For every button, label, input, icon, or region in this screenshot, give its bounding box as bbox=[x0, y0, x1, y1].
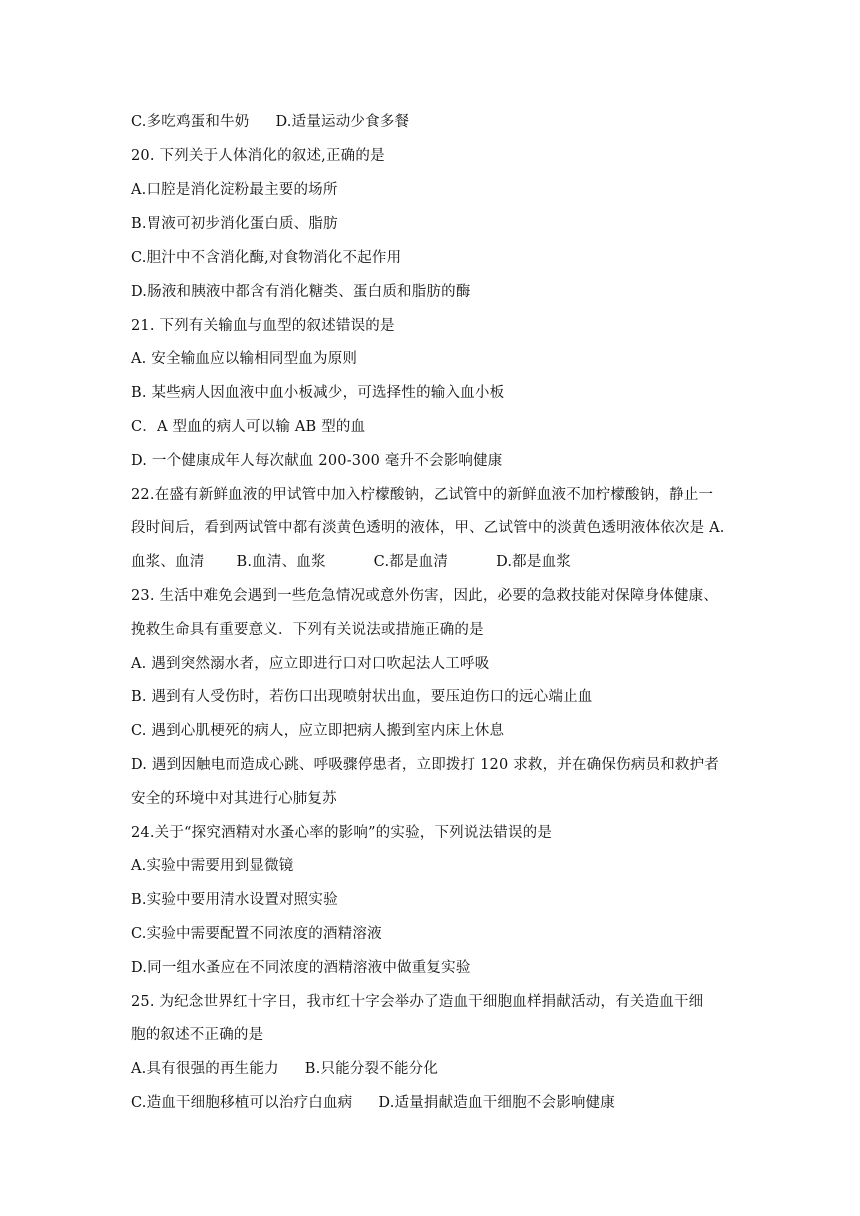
q24-option-d: D.同一组水蚤应在不同浓度的酒精溶液中做重复实验 bbox=[131, 960, 471, 976]
q23-option-d-line1: D. 遇到因触电而造成心跳、呼吸骤停患者，立即拨打 120 求救，并在确保伤病员和救护者 bbox=[131, 757, 720, 773]
q22-option-a: 血浆、血清 bbox=[131, 554, 205, 570]
q22-option-b: B.血清、血浆 bbox=[236, 554, 326, 570]
q23-option-d-line2: 安全的环境中对其进行心肺复苏 bbox=[131, 791, 337, 807]
q21-option-c: C．A 型血的病人可以输 AB 型的血 bbox=[131, 419, 366, 435]
q25-option-a: A.具有很强的再生能力 bbox=[131, 1061, 279, 1077]
q25-options-ab bbox=[131, 1060, 731, 1078]
q24-option-b: B.实验中要用清水设置对照实验 bbox=[131, 892, 338, 908]
q23-option-a: A. 遇到突然溺水者，应立即进行口对口吹起法人工呼吸 bbox=[131, 656, 490, 672]
q23-stem-line2: 挽救生命具有重要意义．下列有关说法或措施正确的是 bbox=[131, 622, 484, 638]
q23-option-b: B. 遇到有人受伤时，若伤口出现喷射状出血，要压迫伤口的远心端止血 bbox=[131, 689, 593, 705]
q21-option-b: B. 某些病人因血液中血小板减少，可选择性的输入血小板 bbox=[131, 385, 505, 401]
q22-option-c: C.都是血清 bbox=[373, 554, 449, 570]
q20-option-b: B.胃液可初步消化蛋白质、脂肪 bbox=[131, 216, 338, 232]
q24-stem: 24.关于“探究酒精对水蚤心率的影响”的实验，下列说法错误的是 bbox=[131, 825, 553, 841]
q19-option-d: D.适量运动少食多餐 bbox=[275, 114, 410, 130]
q19-options-cd bbox=[131, 113, 731, 131]
q22-options bbox=[131, 553, 731, 571]
q25-stem-line2: 胞的叙述不正确的是 bbox=[131, 1027, 264, 1043]
q22-option-d: D.都是血浆 bbox=[496, 554, 571, 570]
q25-option-c: C.造血干细胞移植可以治疗白血病 bbox=[131, 1095, 353, 1111]
q20-option-d: D.肠液和胰液中都含有消化糖类、蛋白质和脂肪的酶 bbox=[131, 284, 471, 300]
q25-option-b: B.只能分裂不能分化 bbox=[304, 1061, 439, 1077]
q24-option-c: C.实验中需要配置不同浓度的酒精溶液 bbox=[131, 926, 382, 942]
q25-option-d: D.适量捐献造血干细胞不会影响健康 bbox=[378, 1095, 616, 1111]
q20-option-a: A.口腔是消化淀粉最主要的场所 bbox=[131, 182, 338, 198]
q22-stem-line1: 22.在盛有新鲜血液的甲试管中加入柠檬酸钠，乙试管中的新鲜血液不加柠檬酸钠，静止一 bbox=[131, 487, 714, 503]
q22-stem-line2: 段时间后，看到两试管中都有淡黄色透明的液体，甲、乙试管中的淡黄色透明液体依次是 A. bbox=[131, 520, 725, 536]
q21-option-a: A. 安全输血应以输相同型血为原则 bbox=[131, 351, 358, 367]
q20-stem: 20. 下列关于人体消化的叙述,正确的是 bbox=[131, 148, 385, 164]
q25-options-cd bbox=[131, 1094, 731, 1112]
q21-option-d: D. 一个健康成年人每次献血 200-300 毫升不会影响健康 bbox=[131, 453, 503, 469]
q25-stem-line1: 25. 为纪念世界红十字日，我市红十字会举办了造血干细胞血样捐献活动，有关造血干细 bbox=[131, 994, 704, 1010]
q24-option-a: A.实验中需要用到显微镜 bbox=[131, 858, 294, 874]
q23-stem-line1: 23. 生活中难免会遇到一些危急情况或意外伤害，因此，必要的急救技能对保障身体健康、 bbox=[131, 588, 719, 604]
q20-option-c: C.胆汁中不含消化酶,对食物消化不起作用 bbox=[131, 250, 402, 266]
q19-option-c: C.多吃鸡蛋和牛奶 bbox=[131, 114, 250, 130]
q23-option-c: C. 遇到心肌梗死的病人，应立即把病人搬到室内床上休息 bbox=[131, 723, 505, 739]
q21-stem: 21. 下列有关输血与血型的叙述错误的是 bbox=[131, 318, 395, 334]
